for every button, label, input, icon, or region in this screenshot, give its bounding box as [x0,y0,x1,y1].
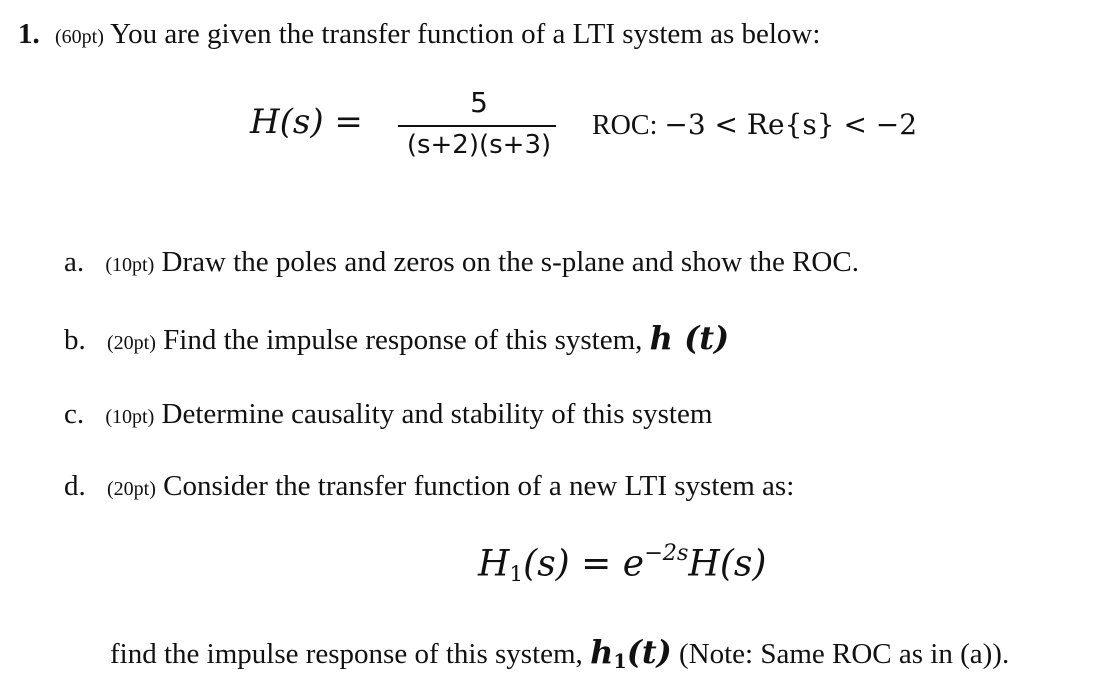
final-math [590,633,672,671]
new-system-tail: H(s) [688,543,767,585]
roc-statement [592,108,917,142]
final-math-t: (t) [626,633,672,671]
part-a-text: Draw the poles and zeros on the s-plane and show the ROC. [161,246,859,278]
part-d [64,468,794,507]
final-math-subscript: 1 [613,649,627,673]
roc-expression: −3 < Re{s} < −2 [664,108,918,141]
new-system-equation [478,540,766,587]
part-d-points: (20pt) [107,478,156,500]
transfer-function-numerator: 5 [470,86,488,119]
transfer-function-denominator: (s+2)(s+3) [406,130,552,160]
part-d-label: d. [64,470,86,502]
part-b-math: h (t) [649,319,730,357]
part-c-text: Determine causality and stability of this system [161,398,713,430]
part-d-text: Consider the transfer function of a new LTI system as: [163,470,795,502]
part-a [64,244,859,283]
final-note: (Note: Same ROC as in (a)). [679,638,1010,670]
new-system-mid: (s) = e [523,543,645,585]
transfer-function-lhs: H(s) = [250,102,363,142]
final-math-h: h [590,633,614,671]
part-c-points: (10pt) [105,406,155,428]
part-b-label: b. [64,324,86,356]
new-system-exponent: −2s [644,540,689,566]
part-c [64,396,712,435]
roc-label: ROC: [592,110,658,141]
problem-intro: You are given the transfer function of a LTI system as below: [110,18,821,50]
problem-header [18,16,820,55]
problem-number: 1. [18,18,40,50]
part-b-points: (20pt) [107,332,156,354]
problem-points: (60pt) [55,26,104,48]
part-c-label: c. [64,398,85,430]
part-b [64,320,729,361]
part-b-text: Find the impulse response of this system, [163,324,643,356]
final-instruction [110,634,1009,680]
new-system-subscript: 1 [509,562,524,587]
part-a-label: a. [64,246,85,278]
part-a-points: (10pt) [105,254,155,276]
fraction-bar [398,125,556,127]
final-text: find the impulse response of this system, [110,638,583,670]
new-system-H: H [478,543,510,585]
